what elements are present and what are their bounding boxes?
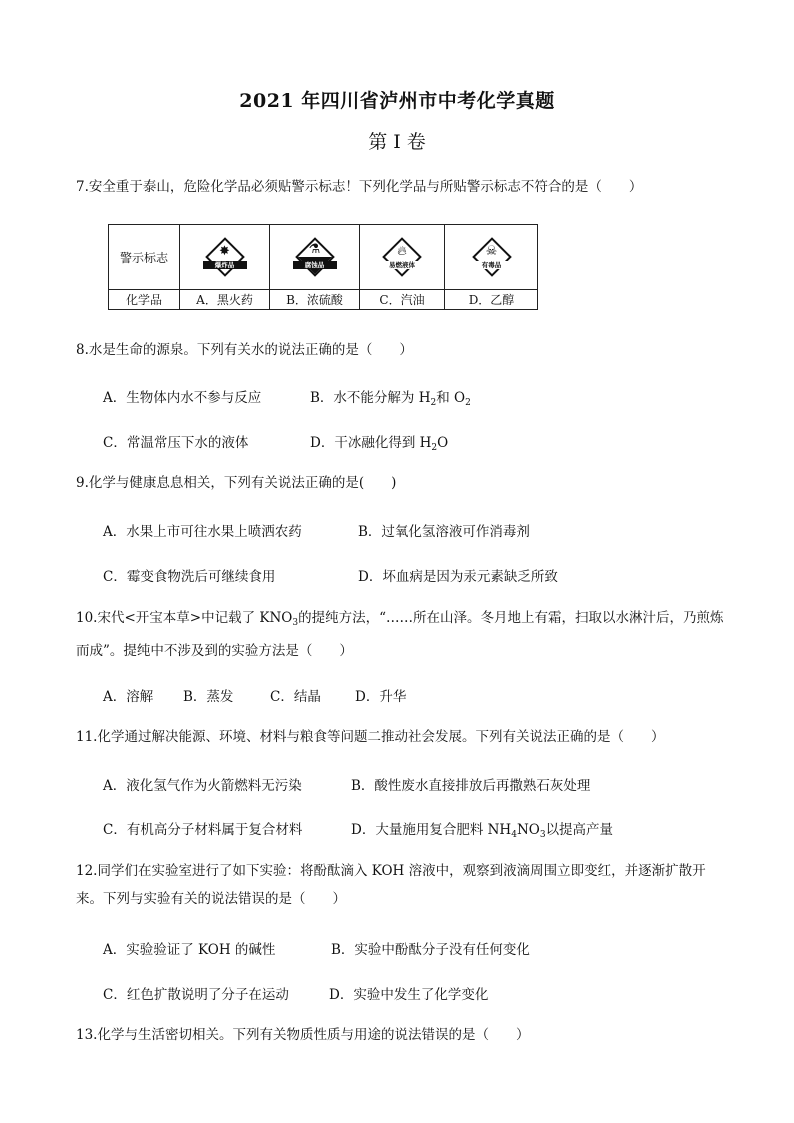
question-12-stem: 12.同学们在实验室进行了如下实验：将酚酞滴入 KOH 溶液中，观察到液滴周围立即变红，并逐渐扩散开来。下列与实验有关的说法错误的是（ ） (76, 863, 706, 907)
option-c: C．红色扩散说明了分子在运动 (103, 987, 289, 1003)
question-9-stem: 9.化学与健康息息相关，下列有关说法正确的是( ) (76, 475, 397, 491)
option-d: D．干冰融化得到 $H_2O$ (310, 435, 449, 453)
flammable-icon: 🔥︎ 易燃液体 (382, 237, 422, 277)
chemical-b: B．浓硫酸 (269, 289, 359, 310)
sign-cell-b (269, 225, 359, 289)
option-a: A．实验验证了 KOH 的碱性 (103, 942, 276, 958)
option-d: D．坏血病是因为汞元素缺乏所致 (358, 569, 558, 585)
option-c: C．结晶 (270, 689, 321, 705)
option-b: B．过氧化氢溶液可作消毒剂 (358, 524, 530, 540)
chemical-d: D．乙醇 (444, 289, 538, 310)
corrosive-icon: ⚗ 腐蚀品 (295, 237, 335, 277)
sign-cell-c (359, 225, 444, 289)
toxic-icon: ☠ 有毒品 (472, 237, 512, 277)
option-d: D．大量施用复合肥料 $NH_4NO_3$以提高产量 (351, 822, 614, 840)
row-label-signs: 警示标志 (119, 250, 168, 265)
warning-sign-row (109, 225, 537, 290)
option-b: B．酸性废水直接排放后再撒熟石灰处理 (351, 778, 591, 794)
option-a: A．水果上市可往水果上喷洒农药 (103, 524, 302, 540)
option-c: C．霉变食物洗后可继续食用 (103, 569, 276, 585)
option-b: B．蒸发 (183, 689, 234, 705)
section-title: 第 I 卷 (368, 131, 426, 153)
question-11-stem: 11.化学通过解决能源、环境、材料与粮食等问题二推动社会发展。下列有关说法正确的是（ ） (76, 729, 665, 745)
option-c: C．常温常压下水的液体 (103, 435, 249, 451)
page-title: 2021 年四川省泸州市中考化学真题 (239, 90, 555, 112)
sign-label-b: 腐蚀品 (293, 261, 337, 269)
sign-label-a: 爆炸品 (203, 261, 247, 269)
option-a: A．溶解 (103, 689, 154, 705)
question-10-stem: 10.宋代<开宝本草>中记载了 $KNO_3$的提纯方法，“……所在山泽。冬月地上有霜，扫取以水淋汁后，乃煎炼而成”。提纯中不涉及到的实验方法是（ ） (76, 610, 724, 659)
chemical-row (109, 289, 537, 310)
question-7-stem: 7.安全重于泰山，危险化学品必须贴警示标志！下列化学品与所贴警示标志不符合的是（ ） (76, 179, 643, 195)
option-a: A．生物体内水不参与反应 (103, 390, 262, 406)
option-c: C．有机高分子材料属于复合材料 (103, 822, 303, 838)
question-13-stem: 13.化学与生活密切相关。下列有关物质性质与用途的说法错误的是（ ） (76, 1027, 530, 1043)
sign-cell-d (444, 225, 538, 289)
option-a: A．液化氢气作为火箭燃料无污染 (103, 778, 302, 794)
explosive-icon: ✸ 爆炸品 (205, 237, 245, 277)
sign-label-c: 易燃液体 (380, 261, 424, 269)
option-d: D．升华 (355, 689, 407, 705)
row-label-chemicals: 化学品 (125, 293, 162, 307)
sign-cell-a (179, 225, 269, 289)
option-b: B．实验中酚酞分子没有任何变化 (331, 942, 530, 958)
option-b: B．水不能分解为 $H_2$和 $O_2$ (310, 390, 471, 408)
question-8-stem: 8.水是生命的源泉。下列有关水的说法正确的是（ ） (76, 342, 413, 358)
option-d: D．实验中发生了化学变化 (329, 987, 489, 1003)
chemical-a: A．黑火药 (179, 289, 269, 310)
sign-label-d: 有毒品 (470, 261, 514, 269)
chemical-c: C．汽油 (359, 289, 444, 310)
warning-sign-table (108, 224, 538, 310)
